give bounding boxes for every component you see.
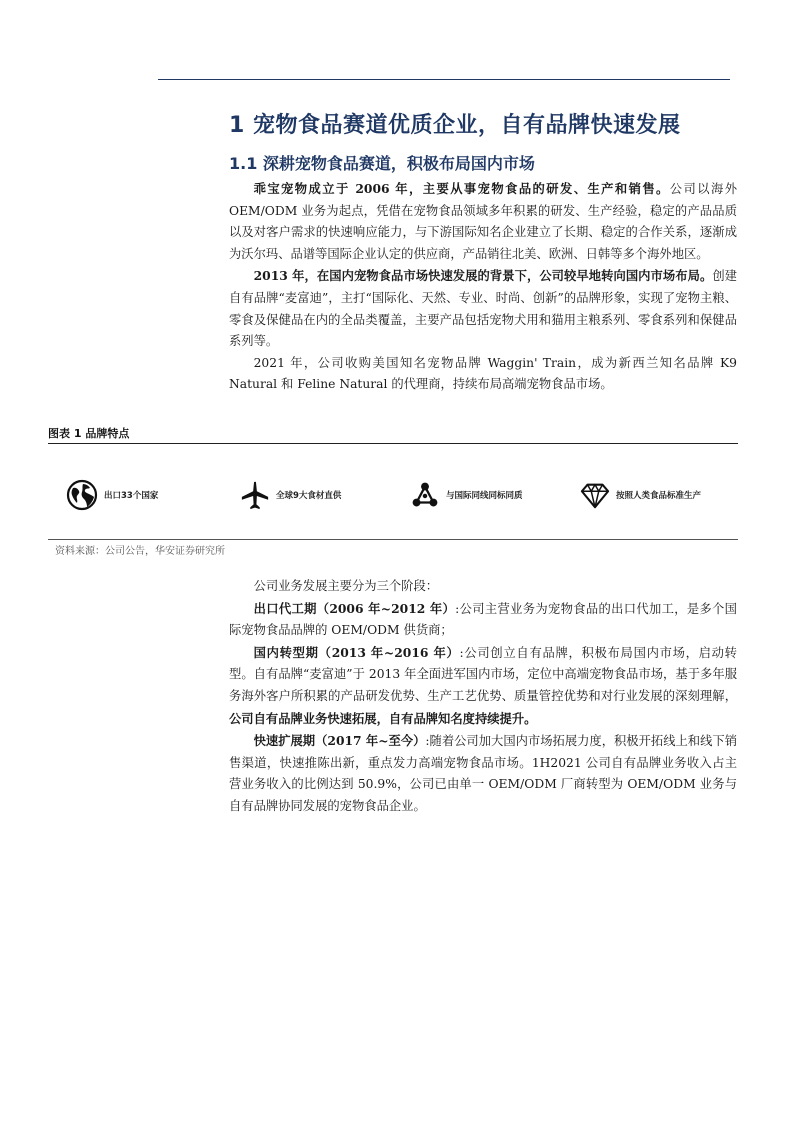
figure-caption: 图表 1 品牌特点 <box>48 427 130 440</box>
paragraph-domestic-shift-bold: 2013 年，在国内宠物食品市场快速发展的背景下，公司较早地转向国内市场布局。 <box>253 268 713 284</box>
header-rule <box>158 79 730 80</box>
paragraph-stages-intro <box>229 576 737 598</box>
stage-3-title: 快速扩展期（2017 年~至今） <box>253 733 426 749</box>
heading-1-1: 1.1 深耕宠物食品赛道，积极布局国内市场 <box>229 154 535 173</box>
paragraph-company-intro-text: 公司以海外 OEM/ODM 业务为起点，凭借在宠物食品领域多年积累的研发、生产经验，稳定的产品品质以及对客户需求的快速响应能力，与下游国际知名企业建立了长期、稳定的合作关系，逐渐成为沃尔玛、品谱等国际企业认定的供应商，产品销往北美、欧洲、日韩等多个海外地区。 <box>229 182 737 261</box>
feature-human-grade-label: 按照人类食品标准生产 <box>616 491 702 501</box>
stage-2-highlight: 公司自有品牌业务快速拓展，自有品牌知名度持续提升。 <box>229 710 537 726</box>
airplane-icon <box>240 480 270 510</box>
feature-human-grade <box>580 478 701 512</box>
feature-ingredients-label: 全球9大食材直供 <box>276 491 342 501</box>
figure-top-rule <box>48 443 738 444</box>
paragraph-stage-2 <box>229 642 737 730</box>
stage-3-text: :随着公司加大国内市场拓展力度，积极开拓线上和线下销售渠道，快速推陈出新，重点发力高端宠物食品市场。1H2021 公司自有品牌业务收入占主营业务收入的比例达到 50.9%，公司已由单一 OEM/ODM 厂商转型为 OEM/ODM 业务与自有品牌协同发展的宠物食品企业。 <box>229 734 737 813</box>
paragraph-domestic-shift <box>229 265 737 352</box>
feature-export <box>66 478 158 512</box>
stage-2-title: 国内转型期（2013 年~2016 年） <box>253 644 460 660</box>
figure-source: 资料来源：公司公告，华安证券研究所 <box>55 546 225 557</box>
feature-standards <box>410 478 523 512</box>
paragraph-acquisition-text: 2021 年，公司收购美国知名宠物品牌 Waggin' Train，成为新西兰知名品牌 K9 Natural 和 Feline Natural 的代理商，持续布局高端宠物食品市场。 <box>229 355 737 392</box>
figure-bottom-rule <box>48 539 738 540</box>
feature-standards-label: 与国际同线同标同质 <box>446 491 523 501</box>
paragraph-stages-intro-text: 公司业务发展主要分为三个阶段： <box>253 579 439 593</box>
stage-2-text: :公司创立自有品牌，积极布局国内市场，启动转型。自有品牌“麦富迪”于 2013 年全面进军国内市场，定位中高端宠物食品市场，基于多年服务海外客户所积累的产品研发优势、生产工艺优势、质量管控优势和对行业发展的深刻理解， <box>229 645 737 703</box>
paragraph-acquisition <box>229 353 737 396</box>
diamond-icon <box>580 480 610 510</box>
stage-1-title: 出口代工期（2006 年~2012 年） <box>253 600 456 616</box>
feature-export-label: 出口33个国家 <box>104 491 159 501</box>
heading-1: 1 宠物食品赛道优质企业，自有品牌快速发展 <box>229 113 681 138</box>
paragraph-domestic-shift-text: 创建自有品牌“麦富迪”，主打“国际化、天然、专业、时尚、创新”的品牌形象，实现了宠物主粮、零食及保健品在内的全品类覆盖，主要产品包括宠物犬用和猫用主粮系列、零食系列和保健品系列等。 <box>229 269 737 349</box>
feature-ingredients <box>240 478 341 512</box>
stage-1-text: :公司主营业务为宠物食品的出口代加工，是多个国际宠物食品品牌的 OEM/ODM 供货商； <box>229 601 737 638</box>
section-1-body <box>229 178 737 396</box>
paragraph-company-intro <box>229 178 737 265</box>
paragraph-stage-1 <box>229 598 737 642</box>
paragraph-stage-3 <box>229 730 737 817</box>
network-icon <box>410 480 440 510</box>
section-2-body <box>229 576 737 818</box>
globe-icon <box>66 479 98 511</box>
paragraph-company-intro-bold: 乖宝宠物成立于 2006 年，主要从事宠物食品的研发、生产和销售。 <box>253 181 670 196</box>
